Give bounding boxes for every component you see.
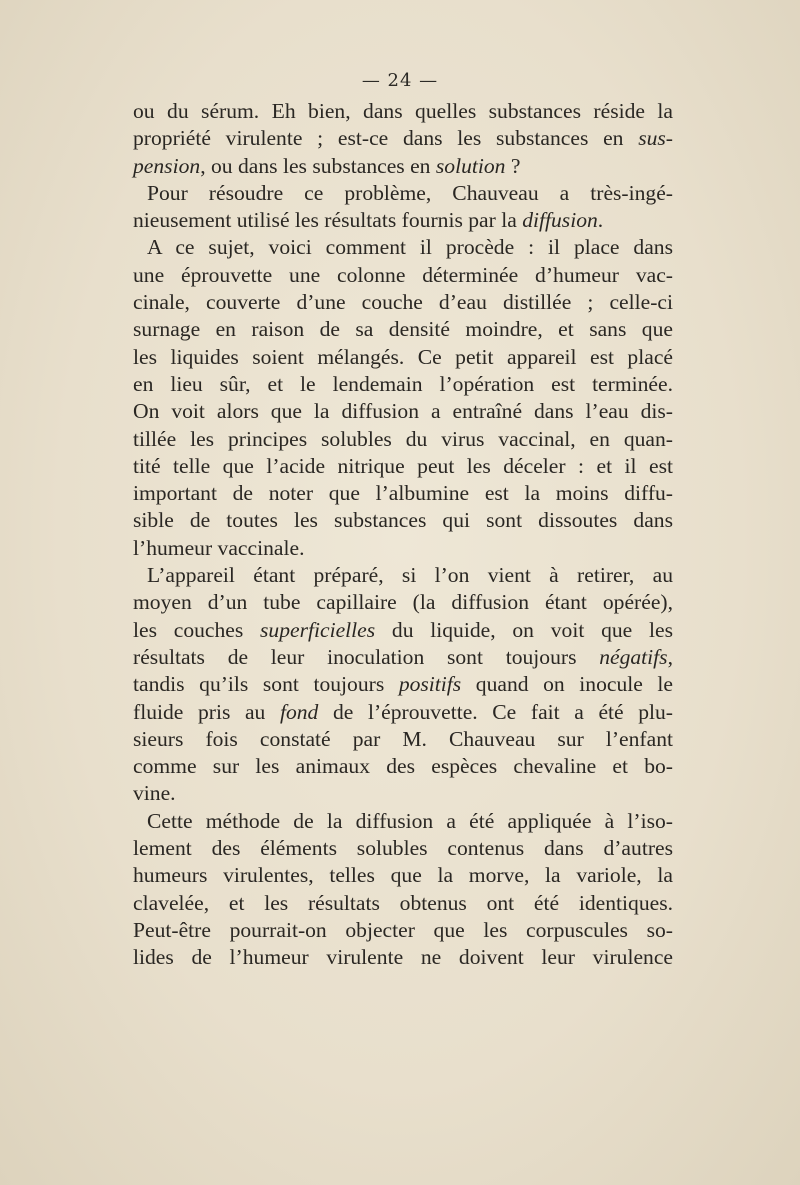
- text-segment: On voit alors que la diffusion a entraîné dans l’eau dis-: [133, 399, 673, 424]
- text-segment: résultats de leur inoculation sont toujours: [133, 644, 600, 669]
- text-line: [133, 480, 673, 507]
- text-line: [133, 398, 673, 425]
- text-segment: important de noter que l’albumine est la moins diffu-: [133, 481, 673, 506]
- text-segment: l’humeur vaccinale.: [133, 535, 305, 560]
- text-line: [133, 98, 673, 125]
- text-segment: tillée les principes solubles du virus vaccinal, en quan-: [133, 426, 673, 451]
- text-line: [133, 699, 673, 726]
- text-segment: de l’éprouvette. Ce fait a été plu-: [318, 699, 674, 724]
- page-number: — 24 —: [361, 70, 439, 91]
- text-segment: A ce sujet, voici comment il procède : il place dans: [147, 235, 673, 260]
- text-line: [133, 180, 673, 207]
- text-segment: Peut-être pourrait-on objecter que les corpuscules so-: [133, 917, 673, 942]
- text-line: [133, 153, 673, 180]
- italic-text: fond: [279, 699, 319, 724]
- text-segment: , ou dans les substances en: [200, 153, 436, 178]
- text-segment: ?: [505, 153, 521, 178]
- text-segment: moyen d’un tube capillaire (la diffusion étant opérée),: [133, 590, 673, 615]
- text-segment: ,: [667, 644, 673, 669]
- text-line: [133, 753, 673, 780]
- body-text: [133, 98, 673, 972]
- text-line: [133, 917, 673, 944]
- italic-text: pension: [133, 153, 201, 178]
- italic-text: superficielles: [260, 617, 376, 642]
- text-segment: comme sur les animaux des espèces chevaline et bo-: [133, 754, 673, 779]
- text-line: [133, 344, 673, 371]
- text-segment: du liquide, on voit que les: [375, 617, 673, 642]
- text-segment: .: [597, 208, 604, 233]
- text-segment: une éprouvette une colonne déterminée d’humeur vac-: [133, 262, 673, 287]
- text-line: [133, 535, 673, 562]
- text-segment: lement des éléments solubles contenus dans d’autres: [133, 836, 673, 861]
- text-segment: Pour résoudre ce problème, Chauveau a très-ingé-: [147, 180, 673, 205]
- text-segment: nieusement utilisé les résultats fournis par la: [133, 208, 523, 233]
- text-segment: en lieu sûr, et le lendemain l’opération est terminée.: [133, 371, 673, 396]
- text-segment: les liquides soient mélangés. Ce petit appareil est placé: [133, 344, 673, 369]
- text-segment: ou du sérum. Eh bien, dans quelles substances réside la: [133, 99, 673, 123]
- text-line: [133, 944, 673, 971]
- text-segment: surnage en raison de sa densité moindre, et sans que: [133, 317, 673, 342]
- text-segment: Cette méthode de la diffusion a été appliquée à l’iso-: [147, 808, 673, 833]
- text-line: [133, 507, 673, 534]
- text-segment: fluide pris au: [133, 699, 280, 724]
- text-segment: tité telle que l’acide nitrique peut les déceler : et il est: [133, 453, 673, 478]
- text-line: [133, 644, 673, 671]
- text-segment: propriété virulente ; est-ce dans les substances en: [133, 126, 639, 151]
- text-line: [133, 726, 673, 753]
- italic-text: négatifs: [599, 644, 668, 669]
- text-line: [133, 207, 673, 234]
- text-line: [133, 289, 673, 316]
- text-segment: clavelée, et les résultats obtenus ont été identiques.: [133, 890, 673, 915]
- text-line: [133, 234, 673, 261]
- text-line: [133, 617, 673, 644]
- text-segment: les couches: [133, 617, 261, 642]
- italic-text: solution: [435, 153, 506, 178]
- italic-text: positifs: [398, 672, 462, 697]
- text-segment: vine.: [133, 781, 176, 806]
- text-line: [133, 562, 673, 589]
- text-segment: humeurs virulentes, telles que la morve, la variole, la: [133, 863, 673, 888]
- text-segment: lides de l’humeur virulente ne doivent leur virulence: [133, 945, 673, 970]
- text-line: [133, 835, 673, 862]
- text-line: [133, 780, 673, 807]
- text-segment: L’appareil étant préparé, si l’on vient à retirer, au: [147, 563, 673, 588]
- text-segment: sieurs fois constaté par M. Chauveau sur l’enfant: [133, 726, 673, 751]
- text-line: [133, 862, 673, 889]
- text-segment: cinale, couverte d’une couche d’eau distillée ; celle-ci: [133, 290, 673, 315]
- text-segment: quand on inocule le: [461, 672, 673, 697]
- italic-text: diffusion: [522, 208, 598, 233]
- italic-text: sus-: [638, 126, 673, 151]
- text-line: [133, 453, 673, 480]
- text-line: [133, 426, 673, 453]
- text-segment: sible de toutes les substances qui sont dissoutes dans: [133, 508, 673, 533]
- text-line: [133, 671, 673, 698]
- text-line: [133, 890, 673, 917]
- text-line: [133, 125, 673, 152]
- text-segment: tandis qu’ils sont toujours: [133, 672, 399, 697]
- text-line: [133, 808, 673, 835]
- text-line: [133, 262, 673, 289]
- text-line: [133, 371, 673, 398]
- text-line: [133, 589, 673, 616]
- text-line: [133, 316, 673, 343]
